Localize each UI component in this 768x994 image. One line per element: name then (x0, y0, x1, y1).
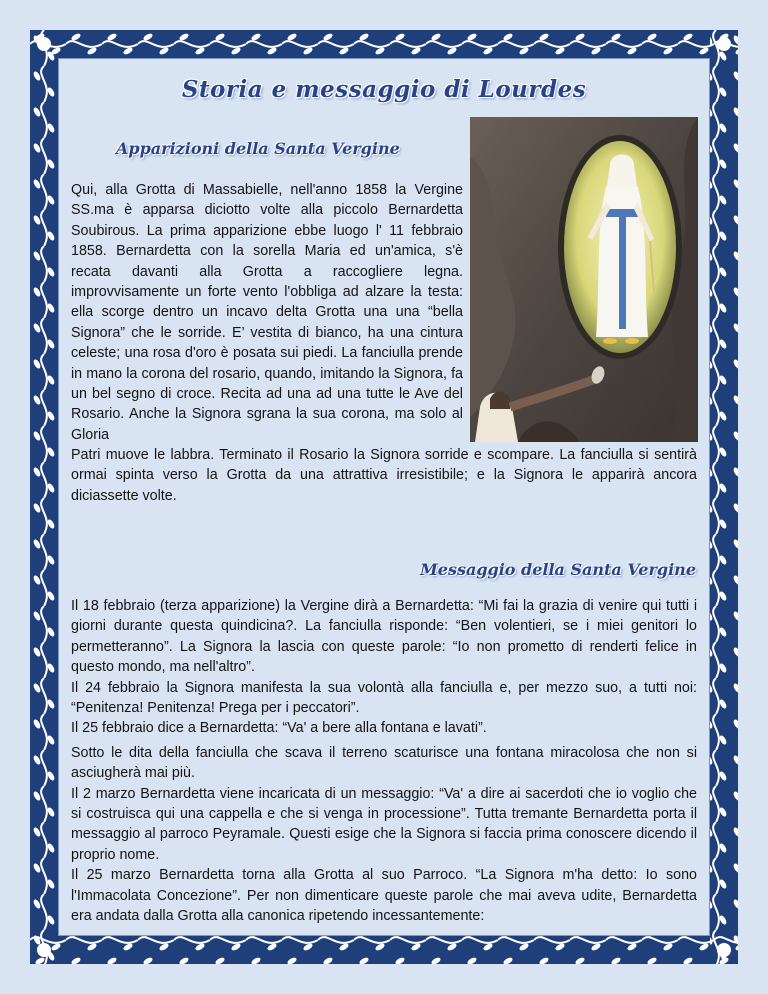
page-title: Storia e messaggio di Lourdes (181, 76, 587, 103)
paragraph-messaggio (71, 596, 697, 927)
paragraph-25-febbraio: Il 25 febbraio dice a Bernardetta: “Va' a bere alla fontana e lavati”. (71, 720, 487, 737)
section-heading-messaggio: Messaggio della Santa Vergine (420, 560, 696, 579)
paragraph-24-febbraio: Il 24 febbraio la Signora manifesta la sua volontà alla fanciulla e, per mezzo suo, a tutti noi: “Penitenza! Penitenza! Prega per i peccatori”. (71, 679, 697, 717)
paragraph-fontana: Sotto le dita della fanciulla che scava il terreno scaturisce una fontana miracolosa che non si asciugherà mai più. (71, 744, 697, 782)
paragraph-apparizioni-bottom: Patri muove le labbra. Terminato il Rosario la Signora sorride e scompare. La fanciulla si sentirà ormai spinta verso la Grotta da una attrattiva irresistibile; e la Signora le apparirà ancora diciassette volte. (71, 447, 697, 504)
madonna-grotto-image (470, 117, 698, 442)
paragraph-25-marzo: Il 25 marzo Bernardetta torna alla Grotta al suo Parroco. “La Signora m'ha detto: Io sono l'Immacolata Concezione”. Per non dimenticare queste parole che mai aveva udite, Bernardetta era andata dalla Grotta alla canonica ripetendo incessantemente: (71, 867, 697, 925)
paragraph-2-marzo: Il 2 marzo Bernardetta viene incaricata di un messaggio: “Va' a dire ai sacerdoti che io voglio che si costruisca qui una cappella e che si venga in processione”. Tutta tremante Bernardetta porta il messaggio al parroco Peyramale. Questi esige che la Signora si faccia prima conoscere dicendo il proprio nome. (71, 785, 697, 863)
section-heading-apparizioni: Apparizioni della Santa Vergine (116, 139, 400, 158)
paragraph-apparizioni-top: Qui, alla Grotta di Massabielle, nell'anno 1858 la Vergine SS.ma è apparsa diciotto volte alla piccolo Bernardetta Soubirous. La prima apparizione ebbe luogo l' 11 febbraio 1858. Bernardetta con la sorella Maria ed un'amica, s'è recata davanti alla Grotta a raccogliere legna. improvvisamente un forte vento l'obbliga ad alzare la testa: ella scorge dentro un incavo delta Grotta una una “bella Signora” che le sorride. E’ vestita di bianco, ha una cintura celeste; una rosa d'oro è posata sui piedi. La fanciulla prende in mano la corona del rosario, quando, imitando la Signora, fa un bel segno di croce. Recita ad una ad una tutte le Ave del Rosario. Anche la Signora sgrana la sua corona, ma solo al Gloria (71, 182, 463, 443)
paragraph-18-febbraio: Il 18 febbraio (terza apparizione) la Vergine dirà a Bernardetta: “Mi fai la grazia di venire qui tutti i giorni durante questa quindicina?. La fanciulla risponde: “Ben volentieri, se i miei genitori lo permetteranno”. La Signora la lascia con queste parole: “Io non prometto di renderti felice in questo mondo, ma nell'altro”. (71, 598, 697, 676)
